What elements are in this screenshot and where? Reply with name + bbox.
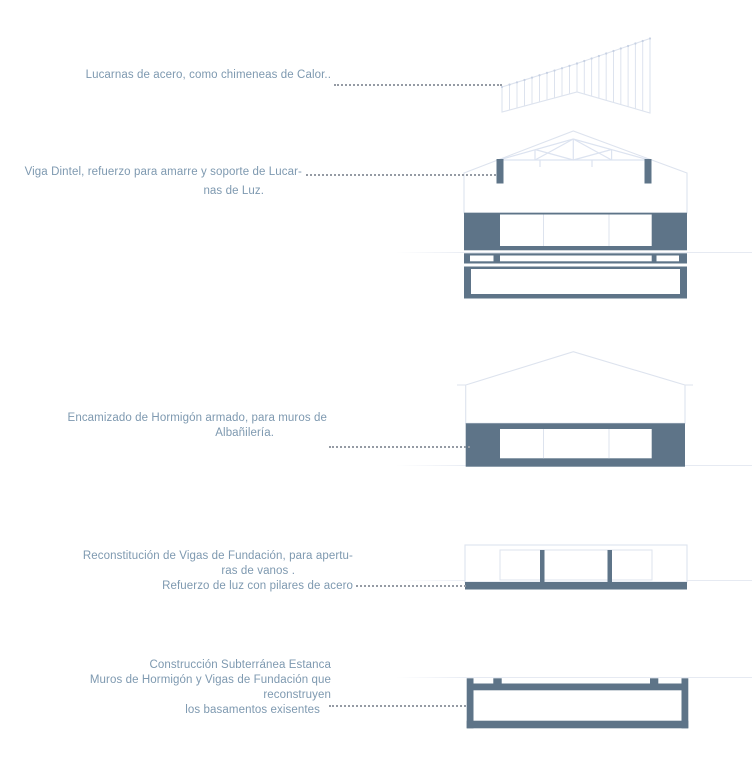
steel-pillar-right (608, 550, 613, 582)
section-with-roof-truss (440, 125, 752, 305)
leader-subterranea (329, 705, 466, 707)
label-text: reconstruyen (263, 689, 331, 701)
label-text: Reconstitución de Vigas de Fundación, para apertu- (82, 550, 353, 562)
stub-right (650, 678, 658, 684)
label-viga-dintel (25, 163, 302, 201)
label-text: Viga Dintel, refuerzo para amarre y soporte de Lucar- (24, 166, 302, 178)
label-text: Lucarnas de acero, como chimeneas de Calor.. (85, 69, 331, 81)
dintel-post-left (497, 159, 504, 184)
underground-watertight-basin (440, 670, 752, 735)
lucarnas-roof-profile (440, 28, 752, 123)
label-text: nas de Luz. (203, 185, 264, 197)
foundation-beams (440, 535, 752, 595)
leader-lucarnas (334, 84, 502, 86)
label-text: Encamizado de Hormigón armado, para muros de (67, 412, 327, 424)
label-text: los basamentos exisentes (185, 704, 320, 716)
dintel-post-right (645, 159, 652, 184)
stub-left (493, 678, 501, 684)
label-text: ras de vanos . (221, 565, 295, 577)
label-text: Construcción Subterránea Estanca (149, 659, 331, 671)
label-subterranea (90, 658, 331, 718)
label-encamizado (68, 411, 327, 441)
window-opening (500, 215, 652, 247)
window-opening (500, 429, 652, 458)
label-vigas-fundacion (83, 549, 353, 594)
label-text: Muros de Hormigón y Vigas de Fundación que (89, 674, 331, 686)
basin-top-slab (474, 684, 682, 691)
leader-vigas-fundacion (356, 585, 466, 587)
leader-encamizado (329, 446, 470, 448)
label-lucarnas (86, 68, 331, 83)
steel-pillar-left (540, 550, 545, 582)
label-text: Albañilería. (215, 427, 274, 439)
outer-frame (465, 545, 687, 582)
foundation-beam (465, 582, 687, 590)
basin-bottom-slab (467, 721, 689, 729)
section-masonry-walls (440, 340, 752, 470)
label-text: Refuerzo de luz con pilares de acero (162, 580, 353, 592)
leader-viga-dintel (306, 174, 496, 176)
gable-outline (466, 352, 685, 424)
